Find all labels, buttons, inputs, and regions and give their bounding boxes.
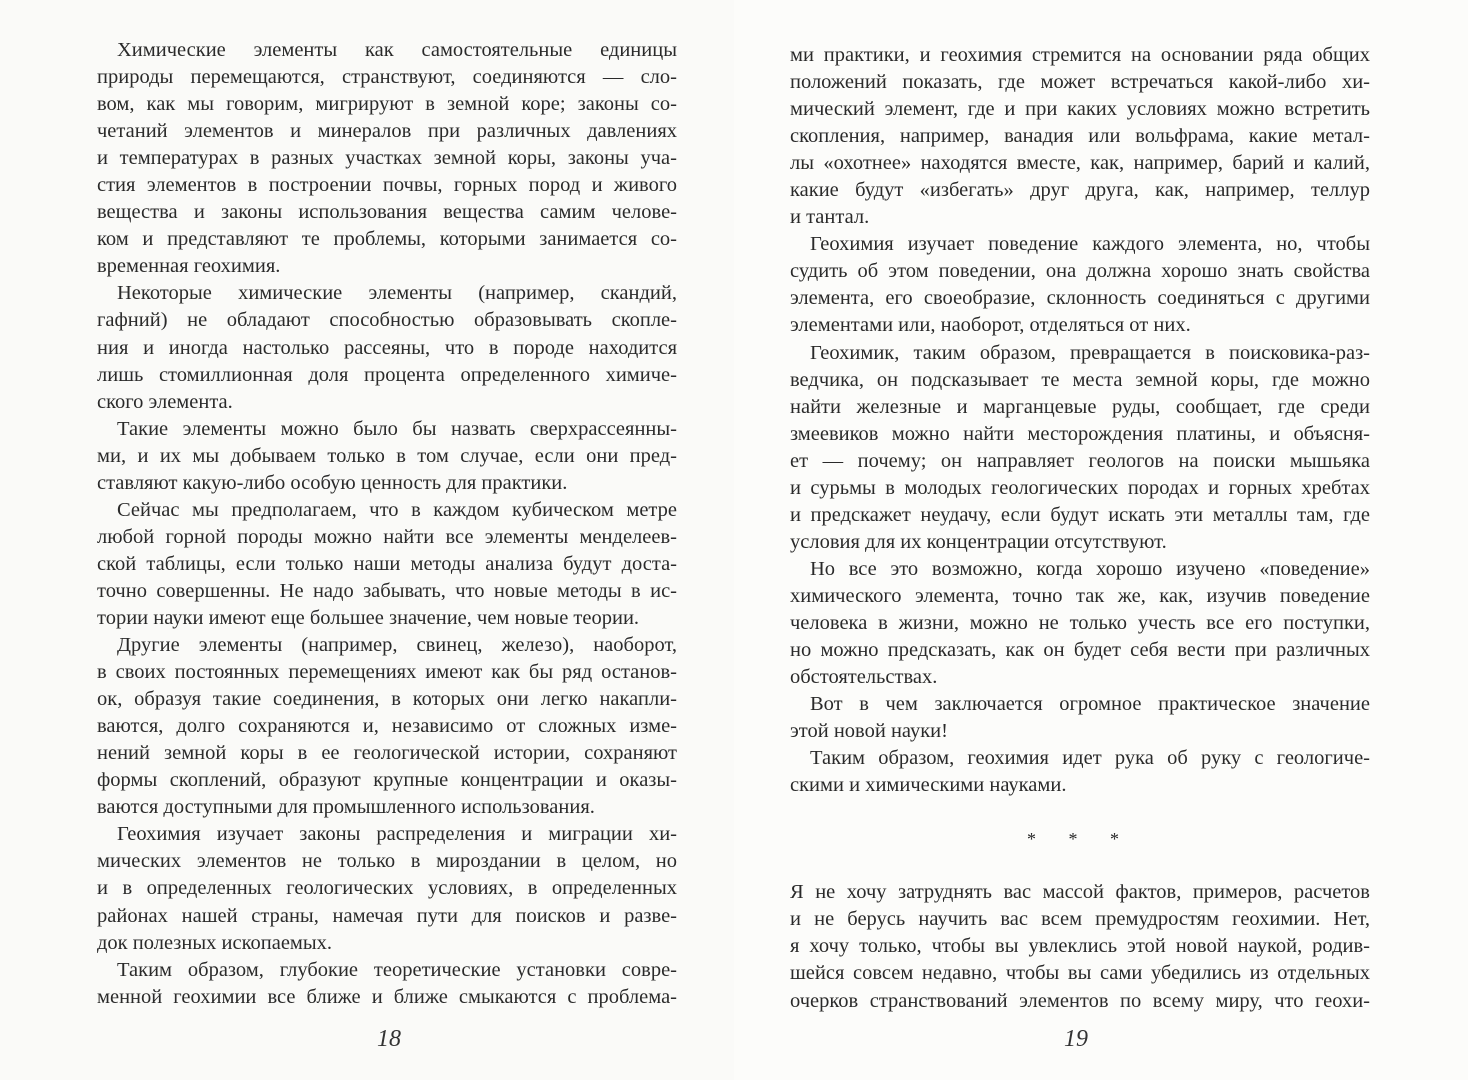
right-page	[734, 0, 1468, 1080]
text-line: Некоторые химические элементы (например, скандий,	[117, 282, 677, 305]
text-line: менной геохимии все ближе и ближе смыкаются с проблема-	[97, 985, 677, 1008]
text-line: я хочу только, чтобы вы увлеклись этой новой наукой, родив-	[790, 935, 1370, 958]
text-line: Вот в чем заключается огромное практическое значение	[810, 693, 1370, 716]
text-line: человека в жизни, можно не только учесть все его поступки,	[790, 611, 1370, 634]
text-line: ет — почему; он направляет геологов на поиски мышьяка	[790, 449, 1370, 472]
text-line: Химические элементы как самостоятельные единицы	[117, 39, 677, 61]
text-line: стия элементов в построении почвы, горных пород и живого	[97, 174, 677, 197]
text-line: ставляют какую-либо особую ценность для практики.	[97, 471, 568, 494]
text-line: какие будут «избегать» друг друга, как, например, теллур	[790, 179, 1370, 202]
text-line: Другие элементы (например, свинец, железо), наоборот,	[117, 634, 677, 657]
text-line: элементами или, наоборот, отделяться от них.	[790, 314, 1191, 337]
text-line: ми, и их мы добываем только в том случае, если они пред-	[97, 444, 677, 467]
text-line: любой горной породы можно найти все элементы менделеев-	[97, 525, 677, 548]
text-line: ваются, долго сохраняются и, независимо от сложных изме-	[97, 715, 677, 738]
text-line: найти железные и марганцевые руды, сообщает, где среди	[790, 395, 1370, 418]
text-line: элемента, его своеобразие, склонность соединяться с другими	[790, 287, 1370, 310]
text-line: очерков странствований элементов по всему миру, что геохи-	[790, 989, 1370, 1012]
text-line: Таким образом, геохимия идет рука об руку с геологиче-	[810, 747, 1370, 770]
text-line: тории науки имеют еще большее значение, чем новые теории.	[97, 606, 640, 629]
text-line: ваются доступными для промышленного использования.	[97, 796, 595, 819]
text-line: гафний) не обладают способностью образовывать скопле-	[97, 309, 677, 332]
text-line: судить об этом поведении, она должна хорошо знать свойства	[790, 260, 1370, 283]
text-line: Геохимия изучает поведение каждого элемента, но, чтобы	[810, 233, 1370, 256]
paragraph	[790, 340, 1370, 556]
text-line: Таким образом, глубокие теоретические установки совре-	[117, 958, 677, 981]
paragraph	[97, 821, 677, 956]
text-line: скими и химическими науками.	[790, 774, 1067, 797]
text-line: вещества и законы использования вещества самим челове-	[97, 201, 677, 224]
text-line: ок, образуя такие соединения, в которых они легко накапли-	[97, 688, 677, 711]
text-line: точно совершенны. Не надо забывать, что новые методы в ис-	[97, 579, 677, 602]
text-line: ведчика, он подсказывает те места земной коры, где можно	[790, 368, 1370, 391]
text-line: и не берусь научить вас всем премудростям геохимии. Нет,	[790, 908, 1370, 931]
text-line: Сейчас мы предполагаем, что в каждом кубическом метре	[117, 498, 677, 521]
page-text	[97, 37, 677, 1011]
text-line: условия для их концентрации отсутствуют.	[790, 530, 1167, 553]
text-line: в своих постоянных перемещениях имеют как бы ряд останов-	[97, 661, 677, 684]
text-line: положений показать, где может встречаться какой-либо хи-	[790, 71, 1370, 94]
text-line: этой новой науки!	[790, 720, 948, 743]
text-line: формы скоплений, образуют крупные концентрации и оказы-	[97, 769, 677, 792]
text-line: и предскажет неудачу, если будут искать эти металлы там, где	[790, 503, 1370, 526]
paragraph	[97, 497, 677, 632]
text-line: природы перемещаются, странствуют, соединяются — сло-	[97, 66, 677, 89]
text-line: Такие элементы можно было бы назвать сверхрассеянны-	[117, 417, 677, 440]
page-number: 19	[1064, 1026, 1088, 1052]
text-line: но можно предсказать, как он будет себя вести при различных	[790, 639, 1370, 662]
text-line: змеевиков можно найти месторождения платины, и объясня-	[790, 422, 1370, 445]
paragraph	[97, 957, 677, 1011]
paragraph	[97, 37, 677, 280]
text-line: мический элемент, где и при каких условиях можно встретить	[790, 98, 1370, 121]
text-line: Но все это возможно, когда хорошо изучено «поведение»	[810, 557, 1370, 580]
text-line: и сурьмы в молодых геологических породах и горных хребтах	[790, 476, 1370, 499]
text-line: ми практики, и геохимия стремится на основании ряда общих	[790, 44, 1370, 66]
text-line: и тантал.	[790, 206, 870, 229]
paragraph	[97, 416, 677, 497]
page-number: 18	[377, 1026, 401, 1052]
text-line: ского элемента.	[97, 390, 233, 413]
text-line: лишь стомиллионная доля процента определенного химиче-	[97, 363, 677, 386]
text-line: Я не хочу затруднять вас массой фактов, примеров, расчетов	[790, 881, 1370, 904]
text-line: скопления, например, ванадия или вольфрама, какие метал-	[790, 125, 1370, 148]
text-line: шейся совсем недавно, чтобы вы сами убедились из отдельных	[790, 962, 1370, 985]
text-line: нений земной коры в ее геологической истории, сохраняют	[97, 742, 677, 765]
paragraph	[97, 632, 677, 821]
paragraph	[790, 879, 1370, 1014]
text-line: мических элементов не только в мироздании в целом, но	[97, 850, 677, 873]
text-line: ком и представляют те проблемы, которыми занимается со-	[97, 228, 677, 251]
text-line: док полезных ископаемых.	[97, 931, 333, 954]
paragraph	[97, 280, 677, 415]
text-line: обстоятельствах.	[790, 666, 938, 689]
section-separator: * * *	[1027, 829, 1133, 850]
paragraph	[790, 745, 1370, 799]
text-line: временная геохимия.	[97, 255, 281, 278]
paragraph	[790, 691, 1370, 745]
text-line: и в определенных геологических условиях, в определенных	[97, 877, 677, 900]
text-line: ния и иногда настолько рассеяны, что в породе находится	[97, 336, 677, 359]
paragraph	[790, 556, 1370, 691]
text-line: районах нашей страны, намечая пути для поисков и разве-	[97, 904, 677, 927]
paragraph	[790, 42, 1370, 231]
text-line: лы «охотнее» находятся вместе, как, например, барий и калий,	[790, 152, 1370, 175]
paragraph	[790, 231, 1370, 339]
text-line: Геохимия изучает законы распределения и миграции хи-	[117, 823, 677, 846]
page-text	[790, 42, 1370, 1015]
text-line: ской таблицы, если только наши методы анализа будут доста-	[97, 552, 677, 575]
text-line: и температурах в разных участках земной коры, законы уча-	[97, 147, 677, 170]
text-line: вом, как мы говорим, мигрируют в земной коре; законы со-	[97, 93, 677, 116]
text-line: четаний элементов и минералов при различных давлениях	[97, 120, 677, 143]
text-line: Геохимик, таким образом, превращается в поисковика-раз-	[810, 341, 1370, 364]
text-line: химического элемента, точно так же, как, изучив поведение	[790, 584, 1370, 607]
